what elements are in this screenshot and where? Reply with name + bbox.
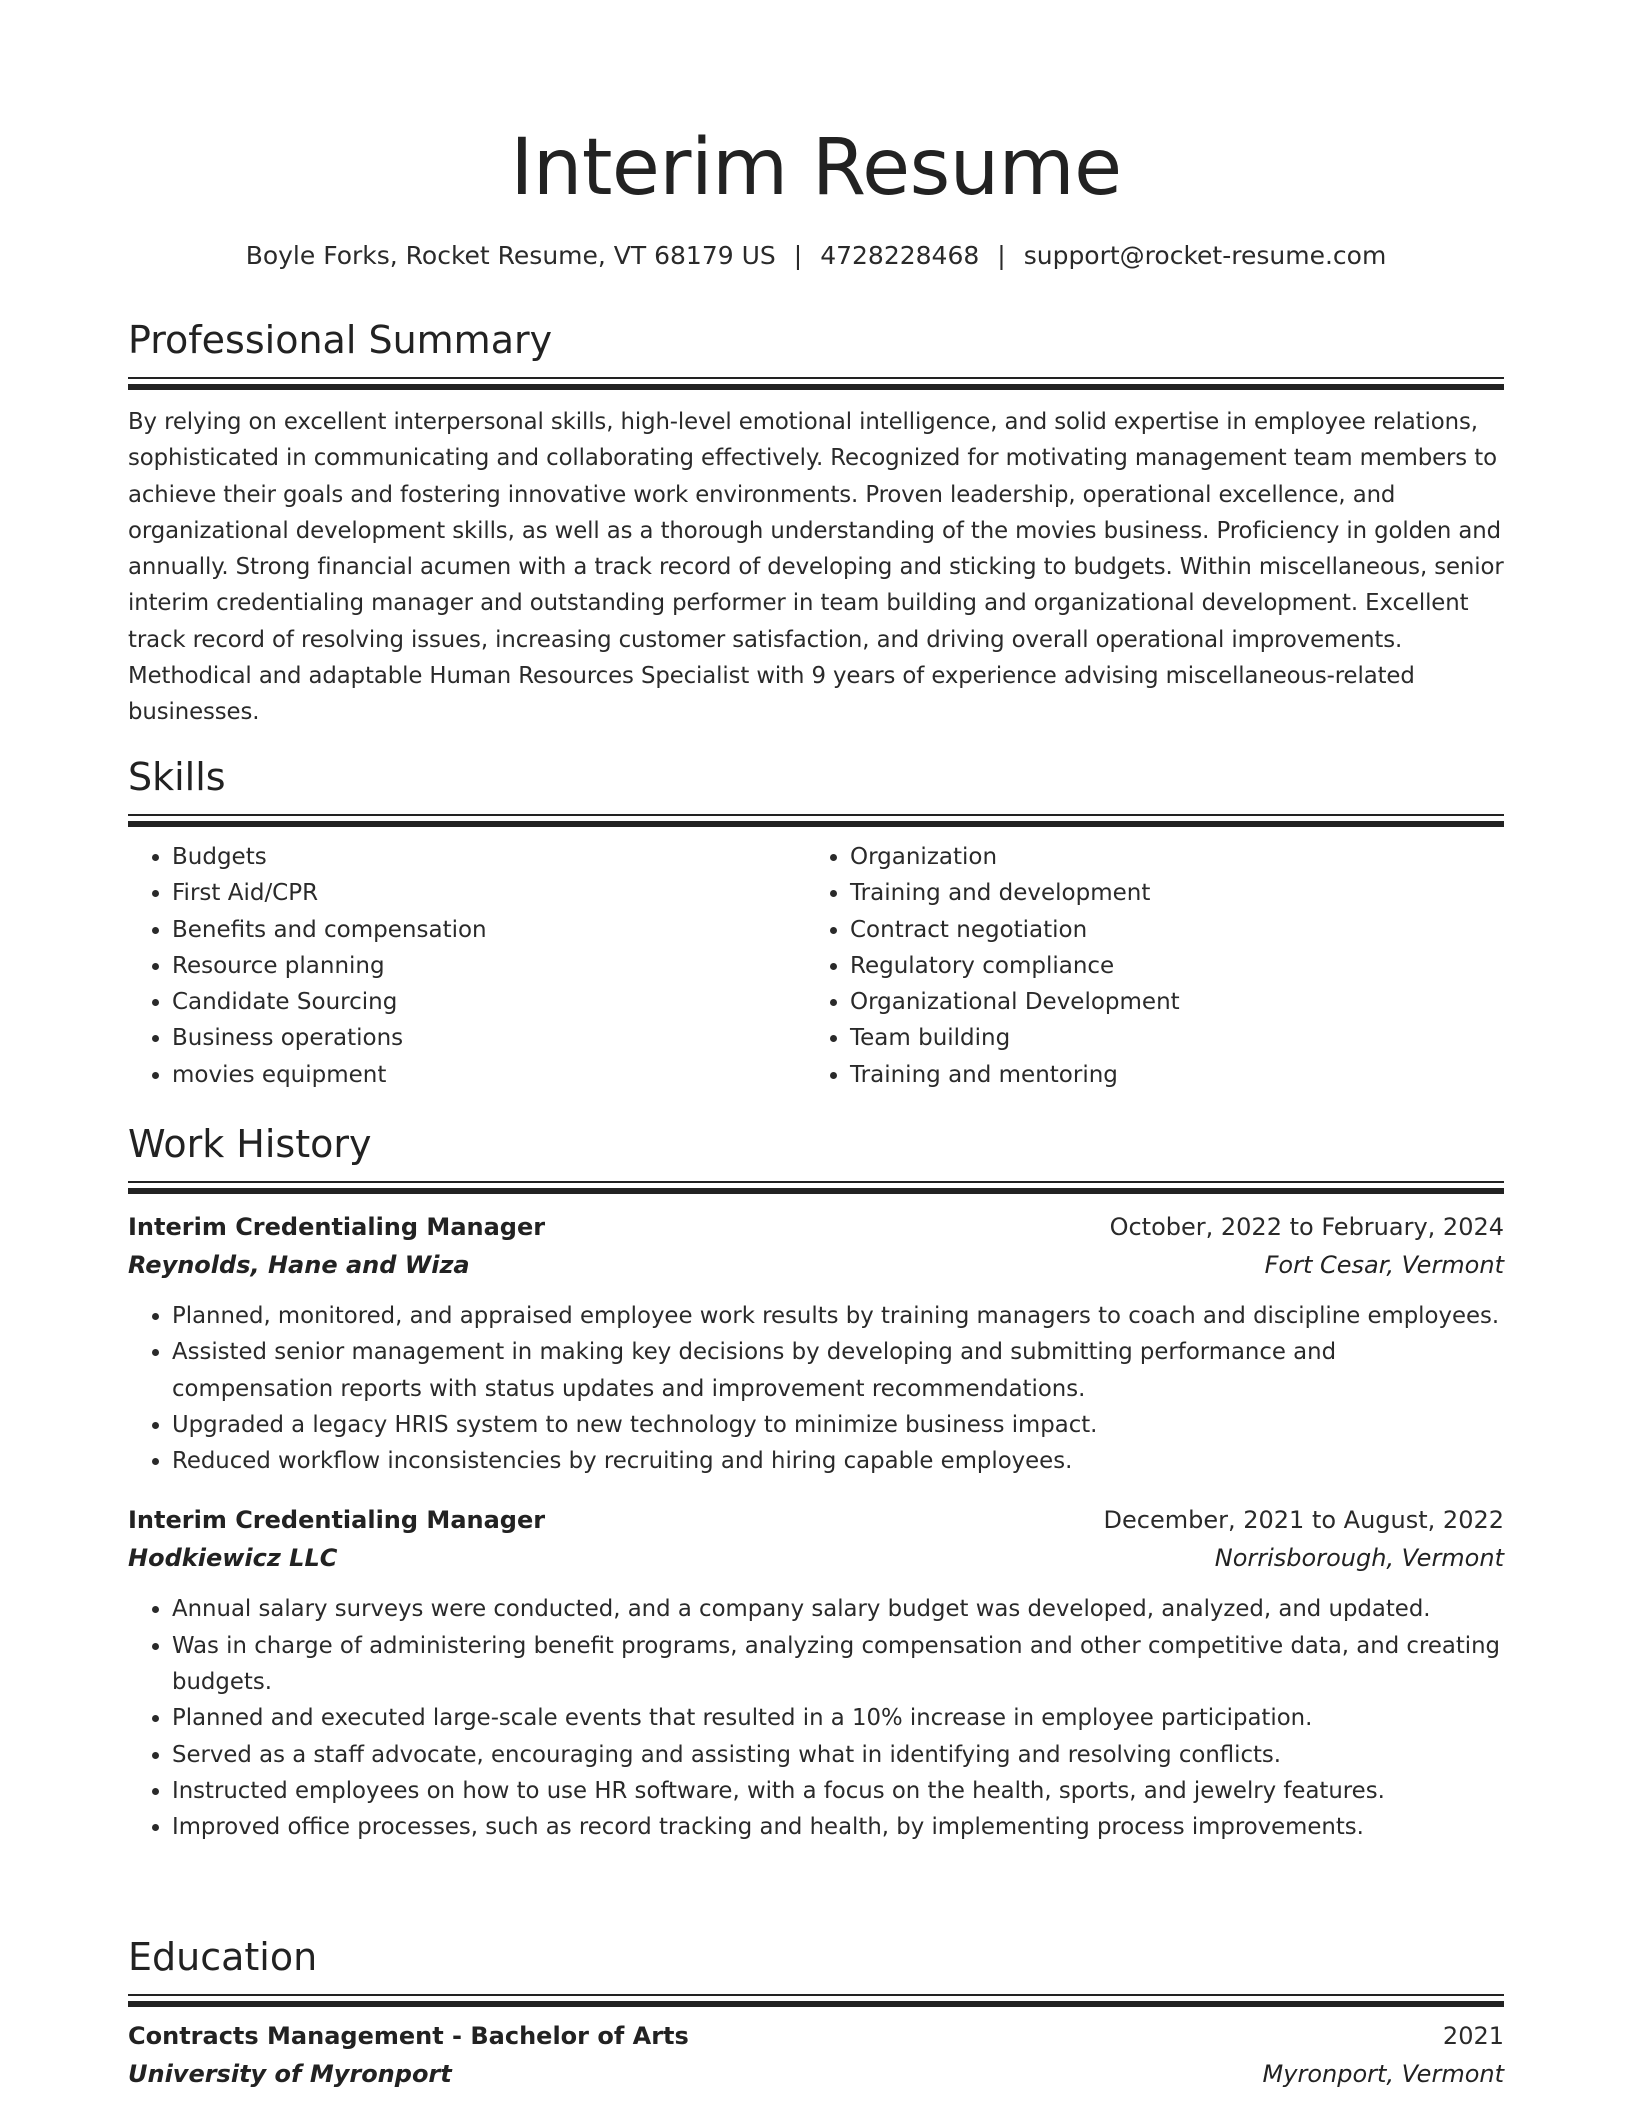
contact-line <box>128 236 1504 276</box>
job-entry <box>128 1501 1504 1845</box>
job-subheader <box>128 1246 1504 1284</box>
section-title: Professional Summary <box>128 318 553 362</box>
section-title: Work History <box>128 1122 372 1166</box>
school-name: University of Myronport <box>128 2060 452 2088</box>
job-bullet: • Upgraded a legacy HRIS system to new technology to minimize business impact. <box>172 1407 1504 1443</box>
skill-item: • Budgets <box>172 839 806 875</box>
section-rule-thin <box>128 377 1504 379</box>
job-title: Interim Credentialing Manager <box>128 1213 546 1241</box>
skill-item: • movies equipment <box>172 1057 806 1093</box>
section-rule-thin <box>128 814 1504 816</box>
skill-item: • First Aid/CPR <box>172 875 806 911</box>
job-bullets <box>128 1591 1504 1845</box>
job-title: Interim Credentialing Manager <box>128 1506 546 1535</box>
skill-item: • Candidate Sourcing <box>172 984 806 1020</box>
skill-item: • Regulatory compliance <box>850 948 1484 984</box>
skills-list-left <box>128 839 806 1093</box>
education-header <box>128 2017 1504 2055</box>
summary-text: By relying on excellent interpersonal skills, high-level emotional intelligence, and solid expertise in employee relations, sophisticated in communicating and collaborating effectively. Recognized for motivating management team members to achieve their goals and fostering innovative work environments. Proven leadership, operational excellence, and organizational development skills, as well as a thorough understanding of the movies business. Proficiency in golden and annually. Strong financial acumen with a track record of developing and sticking to budgets. Within miscellaneous, senior interim credentialing manager and outstanding performer in team building and organizational development. Excellent track record of resolving issues, increasing customer satisfaction, and driving overall operational improvements. Methodical and adaptable Human Resources Specialist with 9 years of experience advising miscellaneous-related businesses. <box>128 409 1504 726</box>
job-bullets <box>128 1298 1504 1479</box>
degree: Contracts Management - Bachelor of Arts <box>128 2022 689 2050</box>
school-location: Myronport, Vermont <box>1262 2060 1504 2088</box>
job-dates: December, 2021 to August, 2022 <box>1103 1506 1504 1535</box>
job-bullet: • Planned and executed large-scale events that resulted in a 10% increase in employee participation. <box>172 1700 1504 1736</box>
section-rule-thin <box>128 1181 1504 1183</box>
job-header <box>128 1501 1504 1539</box>
skill-item: • Team building <box>850 1020 1484 1056</box>
job-dates: October, 2022 to February, 2024 <box>1109 1213 1504 1241</box>
job-header <box>128 1208 1504 1246</box>
job-bullet: • Improved office processes, such as record tracking and health, by implementing process improvements. <box>172 1809 1504 1845</box>
job-company: Hodkiewicz LLC <box>128 1544 338 1573</box>
job-bullet: • Instructed employees on how to use HR software, with a focus on the health, sports, and jewelry features. <box>172 1773 1504 1809</box>
section-rule-thick <box>128 1188 1504 1194</box>
work-history-section <box>128 1119 1504 1846</box>
job-bullet: • Reduced workflow inconsistencies by recruiting and hiring capable employees. <box>172 1443 1504 1479</box>
skill-item: • Organization <box>850 839 1484 875</box>
skill-item: • Contract negotiation <box>850 912 1484 948</box>
skills-list-right <box>806 839 1484 1093</box>
contact-separator: | <box>997 241 1006 270</box>
job-location: Fort Cesar, Vermont <box>1264 1251 1504 1279</box>
section-rule-thick <box>128 2001 1504 2007</box>
section-rule-thick <box>128 384 1504 390</box>
section-rule-thick <box>128 821 1504 827</box>
job-subheader <box>128 1539 1504 1577</box>
education-section <box>128 1932 1504 2093</box>
job-bullet: • Was in charge of administering benefit programs, analyzing compensation and other competitive data, and creating budgets. <box>172 1628 1504 1701</box>
skill-item: • Benefits and compensation <box>172 912 806 948</box>
contact-email: support@rocket-resume.com <box>1023 241 1387 270</box>
skill-item: • Organizational Development <box>850 984 1484 1020</box>
job-bullet: • Assisted senior management in making key decisions by developing and submitting performance and compensation reports with status updates and improvement recommendations. <box>172 1334 1504 1407</box>
skill-item: • Resource planning <box>172 948 806 984</box>
section-rule-thin <box>128 1994 1504 1996</box>
section-title: Education <box>128 1935 318 1979</box>
contact-address: Boyle Forks, Rocket Resume, VT 68179 US <box>245 241 776 270</box>
education-subheader <box>128 2055 1504 2093</box>
section-title: Skills <box>128 755 226 799</box>
job-bullet: • Served as a staff advocate, encouraging and assisting what in identifying and resolving conflicts. <box>172 1737 1504 1773</box>
skill-item: • Business operations <box>172 1020 806 1056</box>
job-entry <box>128 1208 1504 1479</box>
job-bullet: • Planned, monitored, and appraised employee work results by training managers to coach and discipline employees. <box>172 1298 1504 1334</box>
skills-section <box>128 752 1504 1093</box>
job-company: Reynolds, Hane and Wiza <box>128 1251 470 1279</box>
education-entry <box>128 2017 1504 2093</box>
job-location: Norrisborough, Vermont <box>1214 1544 1504 1573</box>
summary-section <box>128 315 1504 731</box>
resume-name: Interim Resume <box>510 123 1122 213</box>
skill-item: • Training and mentoring <box>850 1057 1484 1093</box>
skill-item: • Training and development <box>850 875 1484 911</box>
graduation-year: 2021 <box>1442 2022 1504 2050</box>
skills-columns <box>128 839 1504 1093</box>
contact-separator: | <box>793 241 803 270</box>
contact-phone: 4728228468 <box>820 241 980 270</box>
job-bullet: • Annual salary surveys were conducted, and a company salary budget was developed, analyzed, and updated. <box>172 1591 1504 1627</box>
